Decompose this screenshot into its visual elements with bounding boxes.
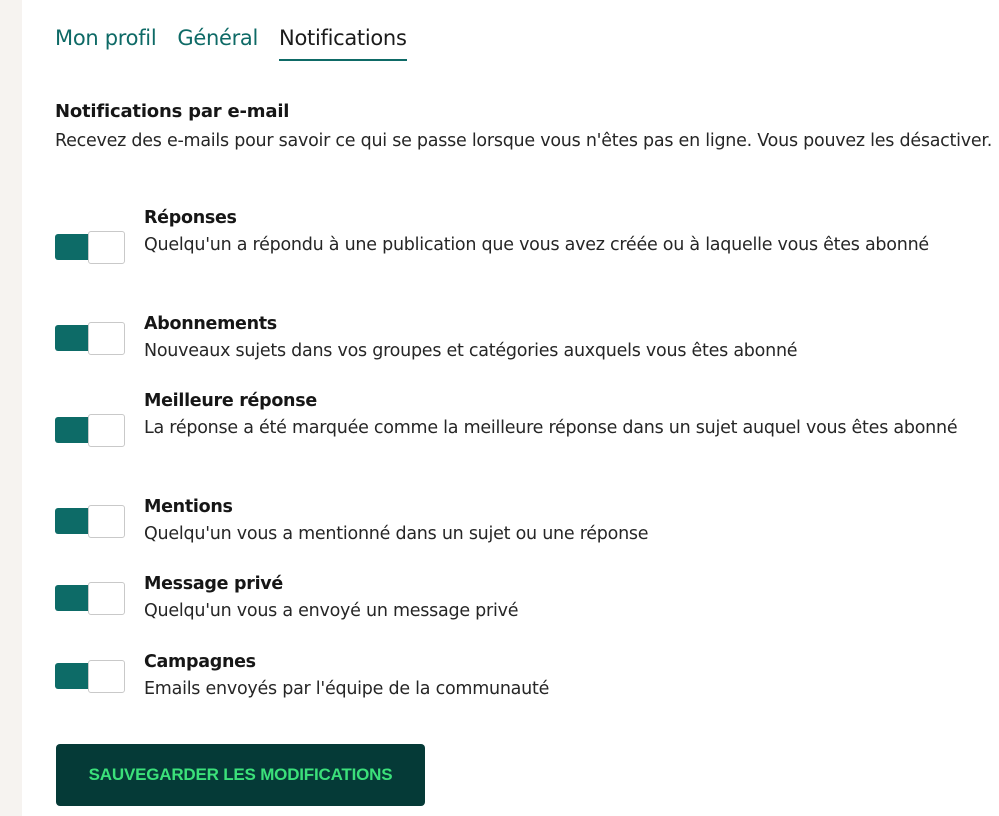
toggle-knob <box>88 231 125 264</box>
left-panel-edge <box>0 0 22 816</box>
toggle-knob <box>88 505 125 538</box>
setting-description: Emails envoyés par l'équipe de la communauté <box>144 679 550 699</box>
setting-description: Nouveaux sujets dans vos groupes et catégories auxquels vous êtes abonné <box>144 341 798 361</box>
setting-title: Réponses <box>144 208 237 228</box>
mentions-toggle[interactable] <box>55 505 125 537</box>
message-prive-toggle[interactable] <box>55 582 125 614</box>
tab-general[interactable]: Général <box>177 26 259 50</box>
setting-text <box>144 571 994 625</box>
email-notifications-description: Recevez des e-mails pour savoir ce qui se passe lorsque vous n'êtes pas en ligne. Vous pouvez les désactiver. <box>55 131 993 151</box>
tab-mon-profil[interactable]: Mon profil <box>55 26 157 50</box>
toggle-knob <box>88 414 125 447</box>
setting-text <box>144 205 994 259</box>
setting-description: La réponse a été marquée comme la meilleure réponse dans un sujet auquel vous êtes abonné <box>144 418 958 438</box>
toggle-knob <box>88 660 125 693</box>
setting-text <box>144 311 994 365</box>
setting-title: Message privé <box>144 574 283 594</box>
setting-title: Abonnements <box>144 314 277 334</box>
setting-title: Campagnes <box>144 652 256 672</box>
settings-tabs <box>55 26 407 61</box>
save-changes-button[interactable]: SAUVEGARDER LES MODIFICATIONS <box>56 744 425 806</box>
abonnements-toggle[interactable] <box>55 322 125 354</box>
reponses-toggle[interactable] <box>55 231 125 263</box>
toggle-knob <box>88 322 125 355</box>
setting-title: Mentions <box>144 497 233 517</box>
tab-notifications[interactable]: Notifications <box>279 26 407 61</box>
setting-text <box>144 494 994 548</box>
toggle-knob <box>88 582 125 615</box>
setting-description: Quelqu'un a répondu à une publication que vous avez créée ou à laquelle vous êtes abonné <box>144 235 929 255</box>
setting-text <box>144 649 994 703</box>
setting-title: Meilleure réponse <box>144 391 317 411</box>
campagnes-toggle[interactable] <box>55 660 125 692</box>
setting-description: Quelqu'un vous a envoyé un message privé <box>144 601 519 621</box>
email-notifications-heading: Notifications par e-mail <box>55 101 290 122</box>
setting-description: Quelqu'un vous a mentionné dans un sujet ou une réponse <box>144 524 649 544</box>
setting-text <box>144 388 994 442</box>
meilleure-reponse-toggle[interactable] <box>55 414 125 446</box>
